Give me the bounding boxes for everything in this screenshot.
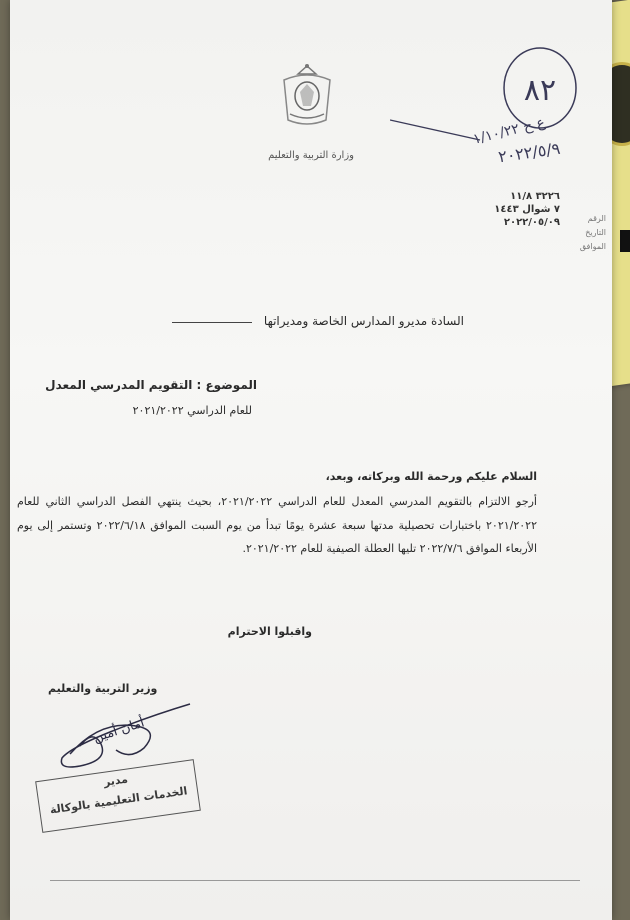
closing: واقبلوا الاحترام	[227, 625, 312, 638]
reference-number: ٣٢٢٦ ١١/٨	[510, 191, 560, 202]
letter-body: أرجو الالتزام بالتقويم المدرسي المعدل للعام الدراسي ٢٠٢١/٢٠٢٢، بحيث ينتهي الفصل الدراسي الثاني للعام ٢٠٢١/٢٠٢٢ باختبارات تحصيلية مدتها سبعة عشرة يومًا تبدأ من يوم السبت الموافق ٢٠٢٢/٦/١٨ وتستمر إلى يوم الأربعاء الموافق ٢٠٢٢/٧/٦ تليها العطلة الصيفية للعام ٢٠٢١/٢٠٢٢.	[17, 495, 537, 555]
label-number: الرقم	[587, 214, 606, 223]
handwritten-note-1: ع ح ١/١٠/٢٢	[471, 114, 547, 148]
letter-page	[10, 0, 612, 920]
gregorian-date: ٢٠٢٢/٠٥/٠٩	[503, 217, 560, 228]
signature-handwriting: أمان أمين	[91, 715, 147, 746]
hijri-date: ٧ شوال ١٤٤٣	[494, 204, 560, 215]
label-corresponding: الموافق	[579, 242, 606, 251]
label-date: التاريخ	[585, 228, 606, 237]
handwritten-notes	[390, 40, 620, 170]
minister-title: وزير التربية والتعليم	[48, 682, 158, 695]
ministry-name: وزارة التربية والتعليم	[268, 150, 354, 161]
addressee-underline	[172, 322, 252, 323]
reference-labels	[566, 212, 606, 254]
handwritten-note-2: ٢٠٢٢/٥/٩	[497, 138, 562, 167]
subject-year: للعام الدراسي ٢٠٢١/٢٠٢٢	[132, 404, 252, 417]
addressee: السادة مديرو المدارس الخاصة ومديراتها	[263, 314, 464, 328]
circled-number: ٨٢	[523, 73, 557, 108]
stamp-title: مدير	[102, 772, 129, 789]
subject-line: الموضوع : التقويم المدرسي المعدل	[45, 378, 257, 392]
greeting: السلام عليكم ورحمة الله وبركاته، وبعد،	[325, 470, 537, 483]
jordan-coat-of-arms-icon	[278, 62, 336, 130]
background-mark	[620, 230, 630, 252]
footer-rule	[50, 880, 580, 881]
reference-block	[480, 190, 560, 229]
stamp-department: الخدمات التعليمية بالوكالة	[49, 784, 189, 817]
